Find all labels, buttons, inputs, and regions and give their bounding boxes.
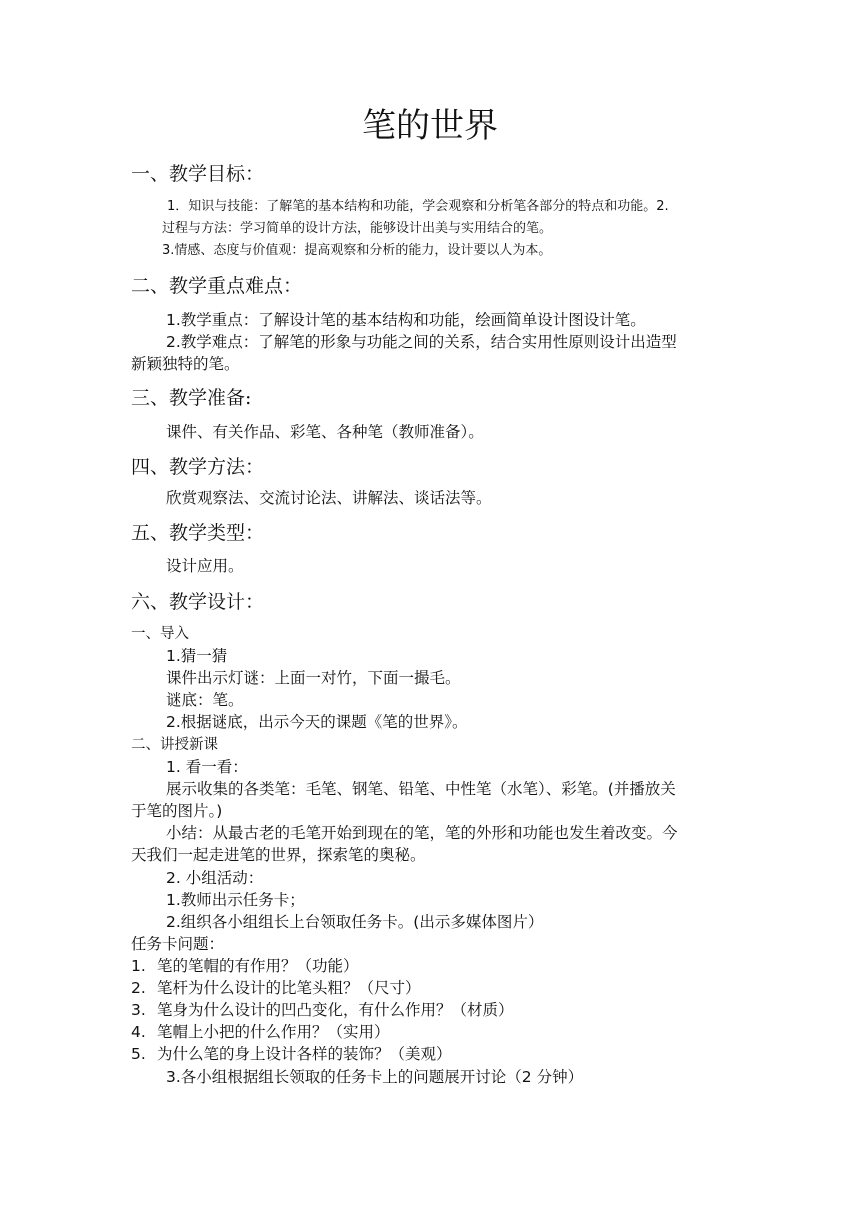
design-summary-line-2: 天我们一起走进笔的世界，探索笔的奥秘。 — [131, 846, 426, 864]
question-text: 笔帽上小把的什么作用？（实用） — [157, 1023, 390, 1041]
design-show-line-1: 展示收集的各类笔：毛笔、钢笔、铅笔、中性笔（水笔）、彩笔。(并播放关 — [166, 780, 676, 798]
design-intro-heading: 一、导入 — [131, 626, 189, 642]
question-number: 4. — [131, 1023, 146, 1041]
design-cards-heading: 任务卡问题： — [131, 935, 225, 953]
question-text: 笔的笔帽的有作用？（功能） — [157, 957, 359, 975]
type-text: 设计应用。 — [166, 557, 244, 575]
goal-line-2: 过程与方法：学习简单的设计方法，能够设计出美与实用结合的笔。 — [162, 221, 553, 236]
section-heading-keypoints: 二、教学重点难点： — [131, 275, 303, 297]
design-task-2: 2.组织各小组组长上台领取任务卡。(出示多媒体图片） — [166, 913, 544, 931]
question-number: 5. — [131, 1045, 146, 1063]
page-title: 笔的世界 — [362, 106, 498, 146]
goal-line-1: 1．知识与技能：了解笔的基本结构和功能，学会观察和分析笔各部分的特点和功能。2. — [167, 199, 669, 214]
question-text: 为什么笔的身上设计各样的装饰？（美观） — [157, 1045, 452, 1063]
design-riddle: 课件出示灯谜：上面一对竹，下面一撮毛。 — [166, 669, 461, 687]
design-show-line-2: 于笔的图片。) — [131, 802, 223, 820]
question-item — [131, 1021, 390, 1043]
question-item — [131, 977, 421, 999]
method-text: 欣赏观察法、交流讨论法、讲解法、谈话法等。 — [166, 489, 492, 507]
goal-line-3: 3.情感、态度与价值观：提高观察和分析的能力，设计要以人为本。 — [162, 243, 552, 258]
question-number: 1. — [131, 957, 146, 975]
section-heading-method: 四、教学方法： — [131, 456, 265, 478]
keypoint-2: 2.教学难点：了解笔的形象与功能之间的关系，结合实用性原则设计出造型 — [166, 333, 677, 351]
design-task-1: 1.教师出示任务卡； — [166, 891, 305, 909]
design-topic: 2.根据谜底，出示今天的课题《笔的世界》。 — [166, 713, 468, 731]
question-item — [131, 999, 514, 1021]
question-text: 笔杆为什么设计的比笔头粗？（尺寸） — [157, 979, 421, 997]
section-heading-design: 六、教学设计： — [131, 591, 265, 613]
design-discuss: 3.各小组根据组长领取的任务卡上的问题展开讨论（2 分钟） — [166, 1068, 584, 1086]
question-item — [131, 1043, 452, 1065]
keypoint-2-cont: 新颖独特的笔。 — [131, 355, 240, 373]
section-heading-goals: 一、教学目标： — [131, 163, 265, 185]
design-group: 2. 小组活动： — [166, 869, 264, 887]
design-guess: 1.猜一猜 — [166, 647, 228, 665]
section-heading-type: 五、教学类型： — [131, 522, 265, 544]
design-summary-line-1: 小结：从最古老的毛笔开始到现在的笔，笔的外形和功能也发生着改变。今 — [166, 824, 678, 842]
design-new-heading: 二、讲授新课 — [131, 737, 218, 753]
design-look: 1. 看一看： — [166, 758, 248, 776]
section-heading-prep: 三、教学准备: — [131, 387, 252, 409]
question-number: 2. — [131, 979, 146, 997]
question-text: 笔身为什么设计的凹凸变化，有什么作用？（材质） — [157, 1001, 514, 1019]
question-number: 3. — [131, 1001, 146, 1019]
keypoint-1: 1.教学重点：了解设计笔的基本结构和功能，绘画简单设计图设计笔。 — [166, 311, 646, 329]
prep-text: 课件、有关作品、彩笔、各种笔（教师准备）。 — [166, 423, 484, 441]
design-answer: 谜底：笔。 — [166, 691, 244, 709]
question-item — [131, 955, 359, 977]
